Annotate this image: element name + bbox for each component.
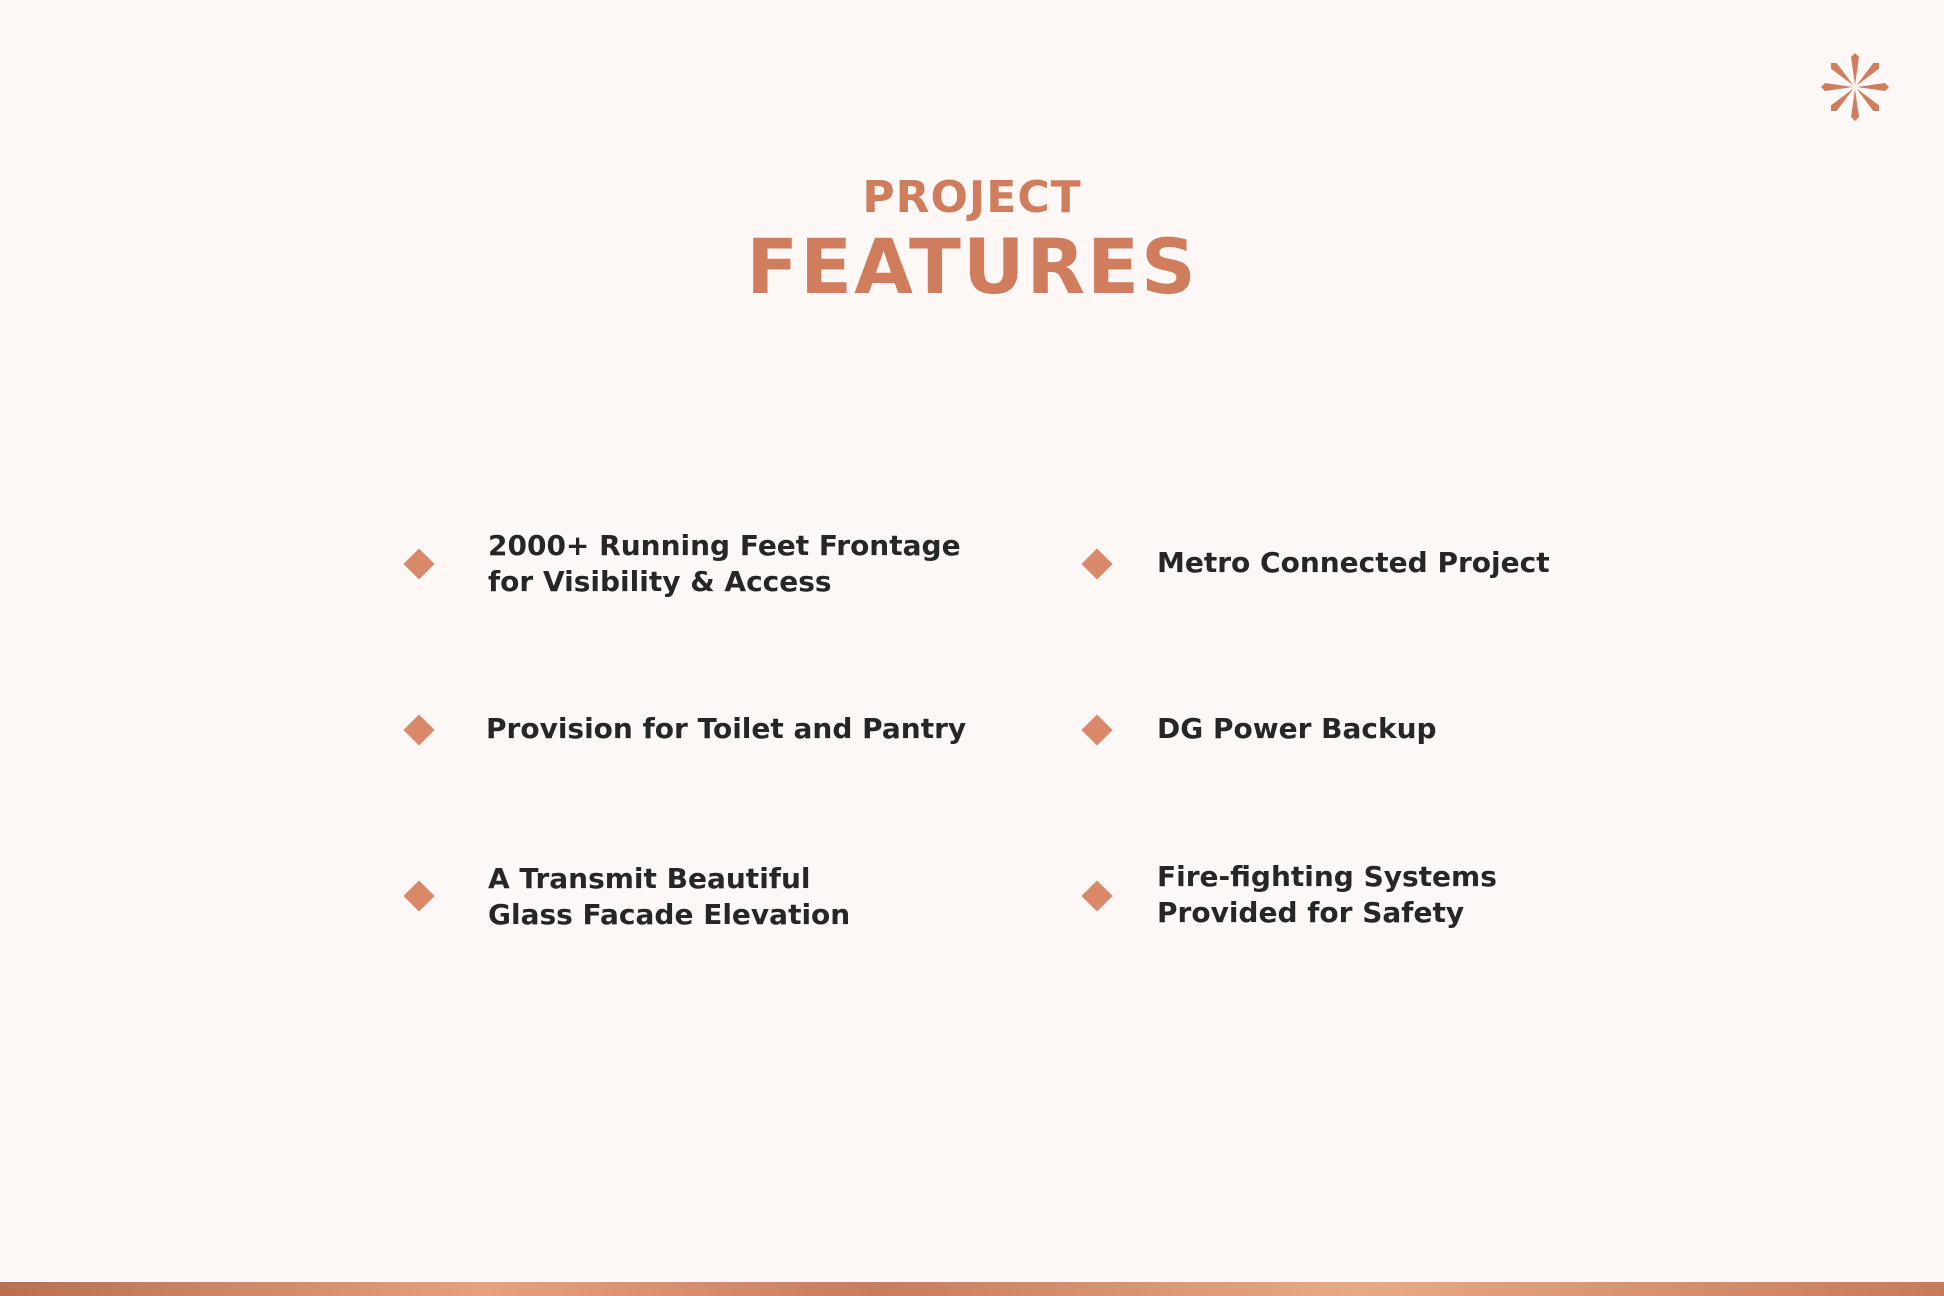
feature-text-glass-facade — [488, 861, 850, 933]
feature-item-dg-power — [1086, 706, 1108, 754]
diamond-bullet-icon — [1081, 714, 1112, 745]
feature-item-frontage — [408, 540, 430, 588]
bottom-accent-bar — [0, 1282, 1944, 1296]
feature-line: for Visibility & Access — [488, 565, 832, 598]
feature-item-fire-fighting — [1086, 872, 1108, 920]
feature-text-fire-fighting — [1157, 859, 1497, 931]
title-project: PROJECT — [862, 172, 1082, 223]
asterisk-star-icon — [1818, 50, 1892, 124]
diamond-bullet-icon — [1081, 548, 1112, 579]
feature-text-toilet-pantry — [486, 711, 966, 747]
diamond-bullet-icon — [403, 548, 434, 579]
feature-line: Provision for Toilet and Pantry — [486, 712, 967, 745]
feature-line: A Transmit Beautiful — [488, 862, 811, 895]
feature-line: Provided for Safety — [1157, 896, 1465, 929]
feature-line: DG Power Backup — [1157, 712, 1437, 745]
feature-text-frontage — [488, 528, 961, 600]
feature-line: Glass Facade Elevation — [488, 898, 851, 931]
feature-line: Metro Connected Project — [1157, 546, 1550, 579]
feature-item-glass-facade — [408, 872, 430, 920]
diamond-bullet-icon — [1081, 880, 1112, 911]
feature-text-metro — [1157, 545, 1550, 581]
diamond-bullet-icon — [403, 880, 434, 911]
feature-text-dg-power — [1157, 711, 1437, 747]
feature-line: Fire-fighting Systems — [1157, 860, 1497, 893]
title-features: FEATURES — [746, 222, 1198, 311]
feature-line: 2000+ Running Feet Frontage — [488, 529, 961, 562]
feature-item-metro — [1086, 540, 1108, 588]
diamond-bullet-icon — [403, 714, 434, 745]
feature-item-toilet-pantry — [408, 706, 430, 754]
